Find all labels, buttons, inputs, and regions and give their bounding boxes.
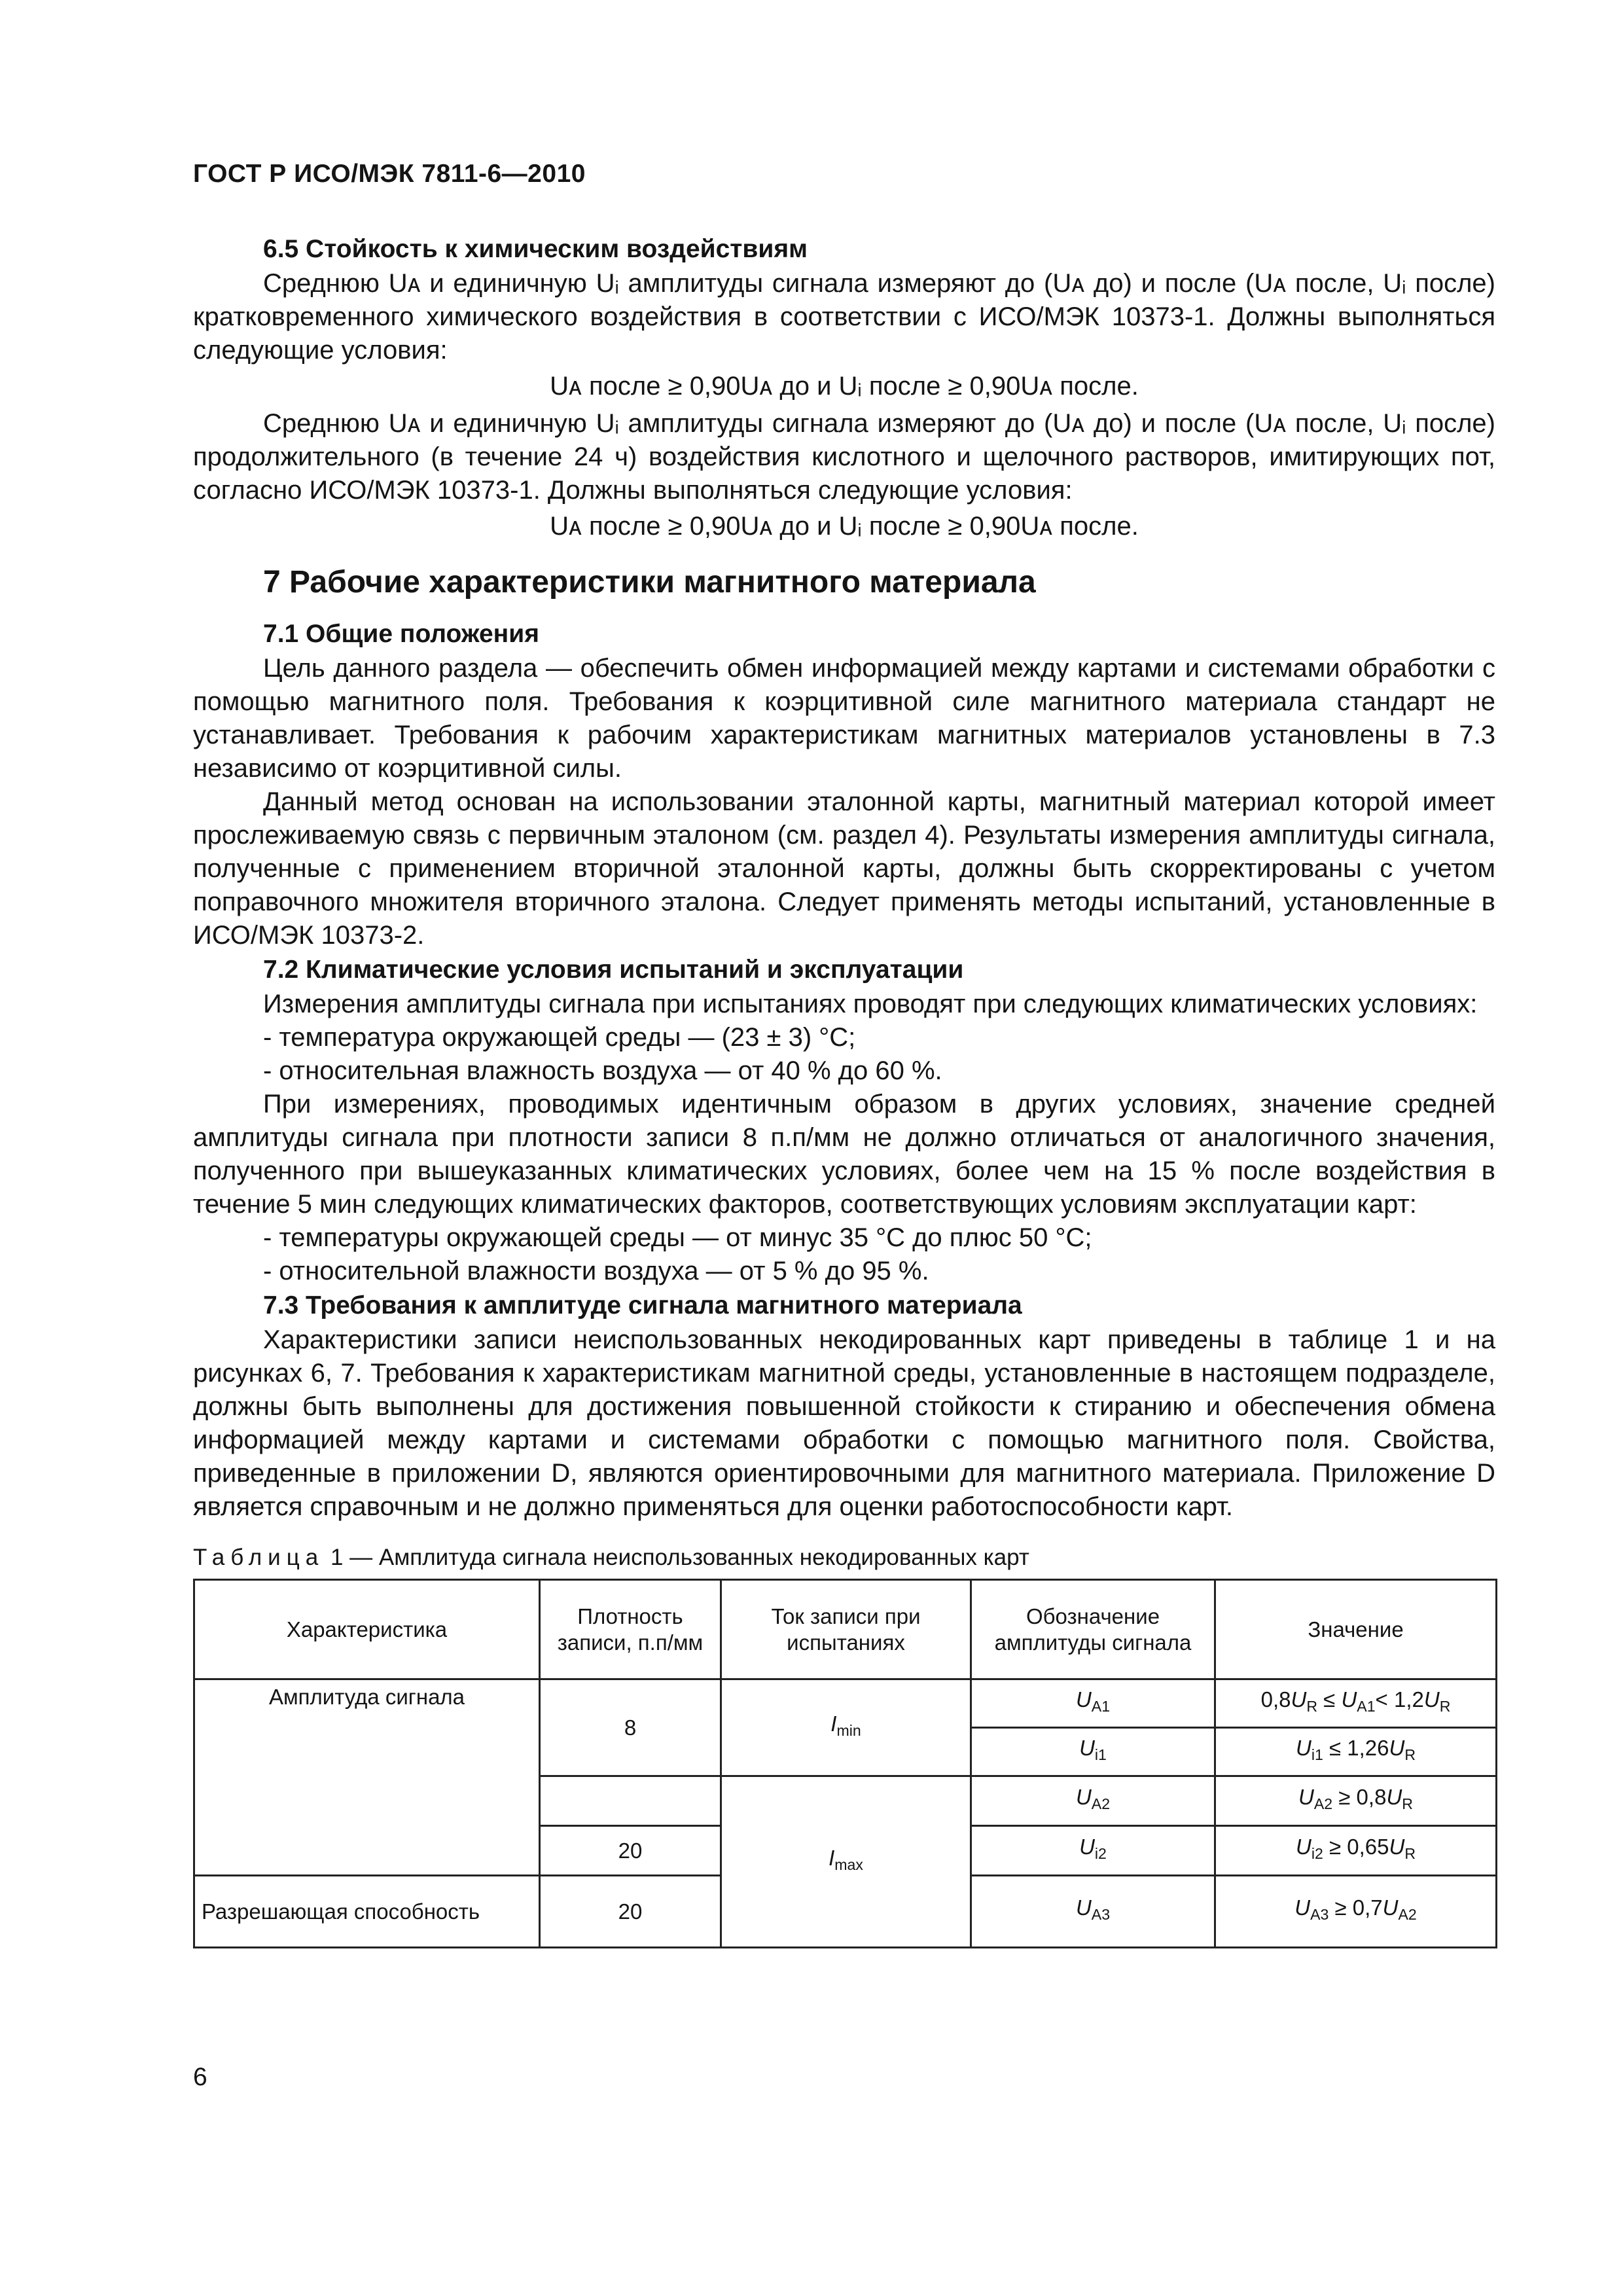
- imin-sub: min: [836, 1722, 861, 1740]
- table-caption-text: 1 — Амплитуда сигнала неиспользованных некодированных карт: [324, 1545, 1029, 1570]
- paragraph: При измерениях, проводимых идентичным образом в других условиях, значение средней амплитуды сигнала при плотности записи 8 п.п/мм не должно отличаться от аналогичного значения, полученного при вышеуказанных климатических условиях, более чем на 15 % после воздействия в течение 5 мин следующих климатических факторов, соответствующих условиям эксплуатации карт:: [193, 1090, 1495, 1219]
- cell-value: $U_{i1} \le 1,26U_R$: [1215, 1728, 1497, 1776]
- list-item: - относительная влажность воздуха — от 40 % до 60 %.: [263, 1056, 942, 1085]
- cell-imin: [721, 1679, 971, 1776]
- header-symbol: Обозначение амплитуды сигнала: [971, 1580, 1215, 1679]
- cell-symbol: $U_{A1}$: [971, 1679, 1215, 1728]
- section-7-title: 7 Рабочие характеристики магнитного материала: [263, 565, 1036, 600]
- header-current: Ток записи при испытаниях: [721, 1580, 971, 1679]
- document-header: ГОСТ Р ИСО/МЭК 7811-6—2010: [193, 160, 586, 188]
- cell-value: $U_{i2} \ge 0,65U_R$: [1215, 1826, 1497, 1876]
- imax-symbol: I: [829, 1846, 835, 1871]
- paragraph: Цель данного раздела — обеспечить обмен информацией между картами и системами обработки с помощью магнитного поля. Требования к коэрцитивной силе магнитного материала стандарт не устанавливает. Требования к рабочим характеристикам магнитных материалов установлены в 7.3 независимо от коэрцитивной силы.: [193, 654, 1495, 783]
- section-7-1-title: 7.1 Общие положения: [263, 620, 539, 648]
- imax-sub: max: [834, 1856, 863, 1874]
- header-density: Плотность записи, п.п/мм: [540, 1580, 721, 1679]
- cell-value: $U_{A3} \ge 0,7U_{A2}$: [1215, 1876, 1497, 1948]
- cell-imax: [721, 1776, 971, 1948]
- cell-symbol: $U_{i1}$: [971, 1728, 1215, 1776]
- formula: Uᴀ после ≥ 0,90Uᴀ до и Uᵢ после ≥ 0,90Uᴀ после.: [550, 512, 1139, 541]
- header-value: Значение: [1215, 1580, 1497, 1679]
- table-1: [193, 1579, 1497, 1948]
- imin-symbol: I: [830, 1712, 837, 1736]
- cell-value: $0,8U_R \le U_{A1}< 1,2U_R$: [1215, 1679, 1497, 1728]
- cell-density-8: 8: [540, 1679, 721, 1776]
- paragraph: Характеристики записи неиспользованных некодированных карт приведены в таблице 1 и на рисунках 6, 7. Требования к характеристикам магнитной среды, установленные в настоящем подразделе, должны быть выполнены для достижения повышенной стойкости к стиранию и обеспечения обмена информацией между картами и системами обработки с помощью магнитного поля. Свойства, приведенные в приложении D, являются ориентировочными для магнитного материала. Приложение D является справочным и не должно применяться для оценки работоспособности карт.: [193, 1325, 1495, 1521]
- cell-density-empty: [540, 1776, 721, 1826]
- section-6-5-title: 6.5 Стойкость к химическим воздействиям: [263, 235, 808, 263]
- cell-symbol: $U_{A2}$: [971, 1776, 1215, 1826]
- cell-value: $U_{A2} \ge 0,8U_R$: [1215, 1776, 1497, 1826]
- cell-density-20: 20: [540, 1876, 721, 1948]
- list-item: - температура окружающей среды — (23 ± 3) °С;: [263, 1023, 856, 1052]
- table-caption-word: Таблица: [193, 1545, 325, 1570]
- formula: Uᴀ после ≥ 0,90Uᴀ до и Uᵢ после ≥ 0,90Uᴀ после.: [550, 372, 1139, 401]
- paragraph: Измерения амплитуды сигнала при испытаниях проводят при следующих климатических условиях:: [263, 990, 1478, 1018]
- cell-density-20: 20: [540, 1826, 721, 1876]
- paragraph: Среднюю Uᴀ и единичную Uᵢ амплитуды сигнала измеряют до (Uᴀ до) и после (Uᴀ после, Uᵢ после) кратковременного химического воздействия в соответствии с ИСО/МЭК 10373-1. Должны выполняться следующие условия:: [193, 269, 1495, 365]
- paragraph: Среднюю Uᴀ и единичную Uᵢ амплитуды сигнала измеряют до (Uᴀ до) и после (Uᴀ после, Uᵢ после) продолжительного (в течение 24 ч) воздействия кислотного и щелочного растворов, имитирующих пот, согласно ИСО/МЭК 10373-1. Должны выполняться следующие условия:: [193, 409, 1495, 505]
- page-content: [193, 232, 1495, 1948]
- table-header-row: [194, 1580, 1497, 1679]
- cell-symbol: $U_{i2}$: [971, 1826, 1215, 1876]
- cell-resolution: Разрешающая способность: [194, 1876, 540, 1948]
- section-7-2-title: 7.2 Климатические условия испытаний и эксплуатации: [263, 956, 964, 984]
- page-number: 6: [193, 2063, 207, 2091]
- list-item: - относительной влажности воздуха — от 5 % до 95 %.: [263, 1257, 929, 1285]
- header-characteristic: Характеристика: [194, 1580, 540, 1679]
- paragraph: Данный метод основан на использовании эталонной карты, магнитный материал которой имеет прослеживаемую связь с первичным эталоном (см. раздел 4). Результаты измерения амплитуды сигнала, полученные с применением вторичной эталонной карты, должны быть скорректированы с учетом поправочного множителя вторичного эталона. Следует применять методы испытаний, установленные в ИСО/МЭК 10373-2.: [193, 787, 1495, 950]
- section-7-3-title: 7.3 Требования к амплитуде сигнала магнитного материала: [263, 1291, 1022, 1319]
- cell-amplitude: Амплитуда сигнала: [194, 1679, 540, 1876]
- list-item: - температуры окружающей среды — от минус 35 °С до плюс 50 °С;: [263, 1223, 1092, 1252]
- table-caption: [193, 1543, 1495, 1572]
- cell-symbol: $U_{A3}$: [971, 1876, 1215, 1948]
- table-row: [194, 1679, 1497, 1728]
